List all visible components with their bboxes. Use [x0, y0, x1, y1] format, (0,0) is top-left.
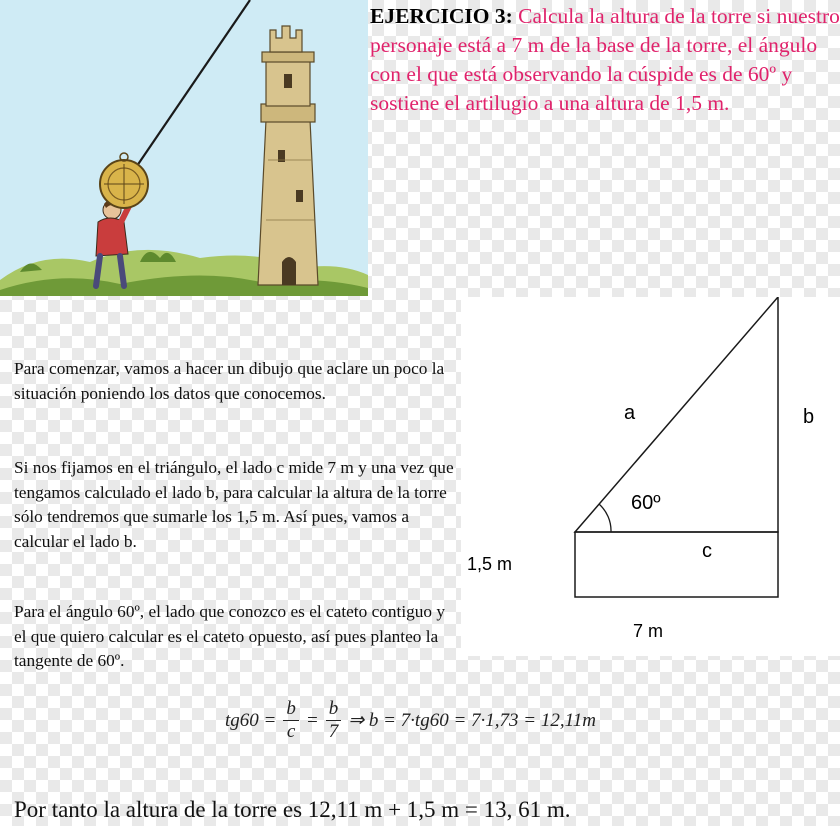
- conclusion-text: Por tanto la altura de la torre es 12,11 m + 1,5 m = 13, 61 m.: [14, 797, 571, 822]
- base-rectangle: [575, 532, 778, 597]
- fraction-b-over-c: [283, 698, 299, 743]
- fraction-denominator: 7: [328, 721, 339, 742]
- side-a-label: a: [624, 402, 636, 424]
- formula-lhs: tg60 =: [225, 709, 277, 731]
- base-length-label: 7 m: [633, 621, 664, 641]
- fraction-denominator: c: [286, 721, 296, 742]
- illustration-astrolabe-tower: [0, 0, 368, 296]
- right-triangle: [575, 297, 778, 532]
- angle-arc: [599, 504, 611, 532]
- paragraph-intro: Para comenzar, vamos a hacer un dibujo que aclare un poco la situación poniendo los datos que conocemos.: [14, 359, 445, 403]
- height-label: 1,5 m: [467, 554, 513, 574]
- tower-drawing: [258, 26, 318, 285]
- side-b-label: b: [803, 406, 815, 428]
- angle-label: 60º: [631, 492, 661, 514]
- fraction-numerator: b: [326, 698, 342, 721]
- tangent-formula: [222, 698, 599, 743]
- formula-equals: =: [305, 709, 319, 731]
- fraction-b-over-7: [326, 698, 342, 743]
- exercise-text: Calcula la altura de la torre si nuestro personaje está a 7 m de la base de la torre, el ángulo con el que está observando la cúspide es de 60º y sostiene el artilugio a una altura de 1,5 m.: [370, 4, 840, 115]
- side-c-label: c: [702, 540, 712, 562]
- triangle-diagram: [461, 297, 840, 656]
- fraction-numerator: b: [283, 698, 299, 721]
- paragraph-tangent: Para el ángulo 60º, el lado que conozco es el cateto contiguo y el que quiero calcular es el cateto opuesto, así pues planteo la tangente de 60º.: [14, 602, 446, 670]
- paragraph-triangle: Si nos fijamos en el triángulo, el lado c mide 7 m y una vez que tengamos calculado el lado b, para calcular la altura de la torre sólo tendremos que sumarle los 1,5 m. Así pues, vamos a calcular el lado b.: [14, 458, 454, 551]
- formula-result: ⇒ b = 7·tg60 = 7·1,73 = 12,11m: [348, 710, 596, 731]
- exercise-statement: [370, 2, 840, 118]
- exercise-label: EJERCICIO 3:: [370, 4, 513, 28]
